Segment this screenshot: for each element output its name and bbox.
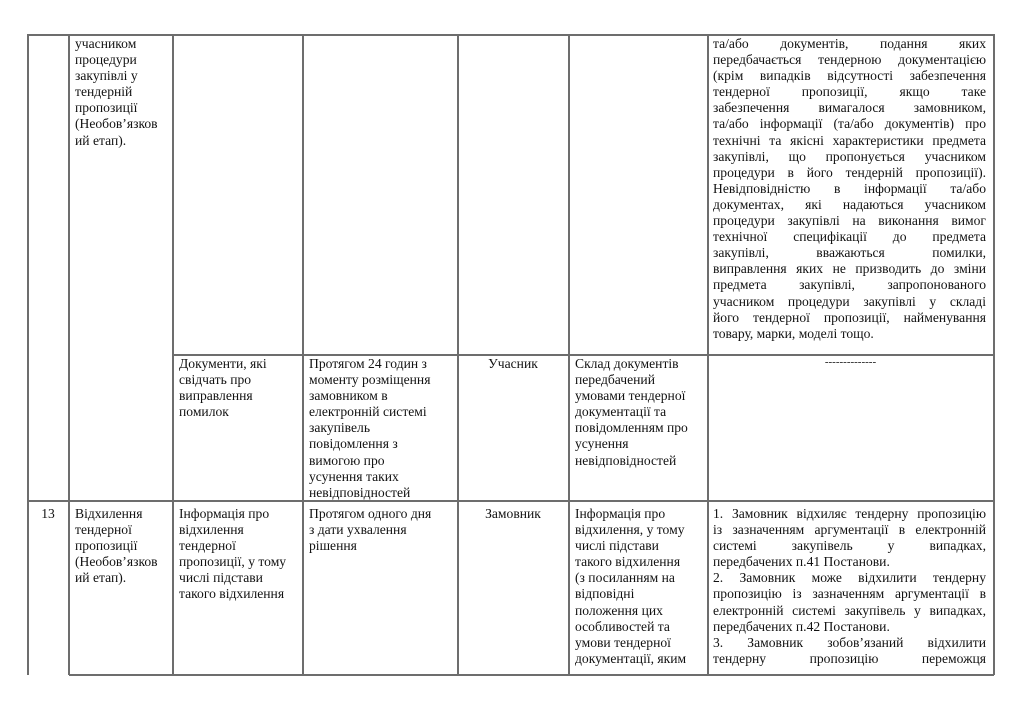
text-line: з дати ухвалення bbox=[309, 522, 407, 538]
text-line: усунення bbox=[575, 436, 629, 452]
responsible-party: Замовник bbox=[485, 506, 541, 521]
text-line: передбачених п.42 Постанови. bbox=[713, 618, 890, 634]
column-divider-2 bbox=[172, 34, 174, 675]
text-line: закупівель bbox=[309, 420, 371, 436]
text-line: свідчать про bbox=[179, 372, 252, 388]
text-line: ий етап). bbox=[75, 132, 127, 148]
text-line: його тендерної пропозиції, найменування bbox=[713, 309, 986, 325]
text-line: пропозиції bbox=[75, 100, 138, 116]
text-line: положення цих bbox=[575, 602, 663, 618]
text-line: учасником процедури закупівлі у складі bbox=[713, 293, 986, 309]
responsible-party: Учасник bbox=[488, 356, 538, 371]
text-line: тендерної пропозиції, якщо таке bbox=[713, 84, 986, 100]
text-line: числі підстави bbox=[179, 570, 263, 586]
text-line: Інформація про bbox=[179, 506, 270, 521]
text-line: документах, які надаються учасником bbox=[713, 196, 986, 212]
text-line: системі закупівель у випадках, bbox=[713, 538, 986, 554]
text-line: передбачається тендерною документацією bbox=[713, 52, 986, 68]
text-line: 3. Замовник зобов’язаний відхилити bbox=[713, 634, 986, 650]
text-line: технічної специфікації до предмета bbox=[713, 229, 986, 245]
text-line: Документи, які bbox=[179, 356, 267, 371]
text-line: умовами тендерної bbox=[575, 388, 686, 404]
text-line: числі підстави bbox=[575, 538, 659, 554]
table-bottom-border bbox=[69, 674, 994, 676]
table-right-border bbox=[993, 34, 995, 675]
text-line: (Необов’язков bbox=[75, 554, 158, 570]
text-line: вимогою про bbox=[309, 452, 385, 468]
row-number: 13 bbox=[41, 506, 55, 521]
text-line: тендерну пропозицію переможця bbox=[713, 650, 986, 666]
text-line: та/або інформації (та/або документів) про bbox=[713, 116, 986, 132]
text-line: забезпечення вимагалося замовником, bbox=[713, 100, 986, 116]
text-line: закупівлі, що пропонується учасником bbox=[713, 148, 986, 164]
text-line: (крім випадків відсутності забезпечення bbox=[713, 68, 986, 84]
text-line: тендерної bbox=[75, 522, 132, 538]
text-line: відхилення bbox=[179, 522, 244, 538]
text-line: процедури в його тендерній пропозиції). bbox=[713, 164, 986, 180]
text-line: електронній системі bbox=[309, 404, 427, 420]
column-divider-5 bbox=[568, 34, 570, 675]
text-line: невідповідностей bbox=[575, 452, 677, 468]
text-line: закупівлі, вважаються помилки, bbox=[713, 245, 986, 261]
text-line: Протягом 24 годин з bbox=[309, 356, 427, 371]
text-line: повідомлення з bbox=[309, 436, 398, 452]
text-line: 2. Замовник може відхилити тендерну bbox=[713, 570, 986, 586]
text-line: пропозицію із зазначенням аргументації в bbox=[713, 586, 986, 602]
text-line: процедури bbox=[75, 52, 137, 68]
table-left-border bbox=[27, 34, 29, 675]
text-line: із зазначенням аргументації в електронній bbox=[713, 522, 986, 538]
text-line: помилок bbox=[179, 404, 229, 420]
text-line: 1. Замовник відхиляє тендерну пропозицію bbox=[713, 506, 986, 521]
row13-responsible-cell bbox=[458, 506, 568, 522]
text-line: такого відхилення bbox=[575, 554, 681, 570]
row12-content-cell bbox=[575, 356, 706, 469]
text-line: відповідні bbox=[575, 586, 635, 602]
text-line: та/або документів, подання яких bbox=[713, 36, 986, 51]
text-line: виправлення bbox=[179, 388, 253, 404]
row12-document-cell bbox=[179, 356, 301, 420]
column-divider-3 bbox=[302, 34, 304, 675]
text-line: процедури закупівлі на виконання вимог bbox=[713, 213, 986, 229]
text-line: усунення таких bbox=[309, 468, 399, 484]
column-divider-4 bbox=[457, 34, 459, 675]
text-line: тендерній bbox=[75, 84, 133, 100]
text-line: документації, яким bbox=[575, 650, 687, 666]
text-line: замовником в bbox=[309, 388, 388, 404]
text-line: ий етап). bbox=[75, 570, 127, 586]
text-line: Відхилення bbox=[75, 506, 143, 521]
text-line: Склад документів bbox=[575, 356, 679, 371]
text-line: Протягом одного дня bbox=[309, 506, 432, 521]
text-line: передбачений bbox=[575, 372, 655, 388]
text-line: такого відхилення bbox=[179, 586, 285, 602]
text-line: відхилення, у тому bbox=[575, 522, 685, 538]
row13-number-cell bbox=[28, 506, 68, 522]
row13-content-cell bbox=[575, 506, 706, 667]
text-line: (Необов’язков bbox=[75, 116, 158, 132]
text-line: пропозиції, у тому bbox=[179, 554, 287, 570]
text-line: моменту розміщення bbox=[309, 372, 431, 388]
text-line: тендерної bbox=[179, 538, 236, 554]
row12-term-cell bbox=[309, 356, 456, 501]
text-line: рішення bbox=[309, 538, 357, 554]
row13-note-cell bbox=[713, 506, 986, 667]
row12-stage-cell bbox=[75, 36, 171, 149]
row12-responsible-cell bbox=[458, 356, 568, 372]
text-line: невідповідностей bbox=[309, 484, 411, 500]
text-line: (з посиланням на bbox=[575, 570, 675, 586]
row13-document-cell bbox=[179, 506, 301, 603]
text-line: документації та bbox=[575, 404, 667, 420]
text-line: пропозиції bbox=[75, 538, 138, 554]
empty-note-dashes: -------------- bbox=[824, 356, 877, 368]
text-line: Інформація про bbox=[575, 506, 666, 521]
column-divider-1 bbox=[68, 34, 70, 675]
row12-note-cell bbox=[713, 36, 986, 342]
text-line: особливостей та bbox=[575, 618, 670, 634]
text-line: технічні та якісні характеристики предмета bbox=[713, 132, 986, 148]
text-line: електронній системі закупівель у випадках, bbox=[713, 602, 986, 618]
text-line: виправлення яких не призводить до зміни bbox=[713, 261, 986, 277]
text-line: Невідповідністю в інформації та/або bbox=[713, 180, 986, 196]
text-line: закупівлі у bbox=[75, 68, 138, 84]
text-line: предмета закупівлі, запропонованого bbox=[713, 277, 986, 293]
text-line: повідомленням про bbox=[575, 420, 688, 436]
text-line: передбачених п.41 Постанови. bbox=[713, 554, 890, 570]
row13-stage-cell bbox=[75, 506, 171, 586]
text-line: товару, марки, моделі тощо. bbox=[713, 325, 874, 341]
text-line: умови тендерної bbox=[575, 634, 671, 650]
text-line: учасником bbox=[75, 36, 137, 51]
row13-term-cell bbox=[309, 506, 456, 554]
row12-note-dash-cell bbox=[708, 354, 993, 370]
